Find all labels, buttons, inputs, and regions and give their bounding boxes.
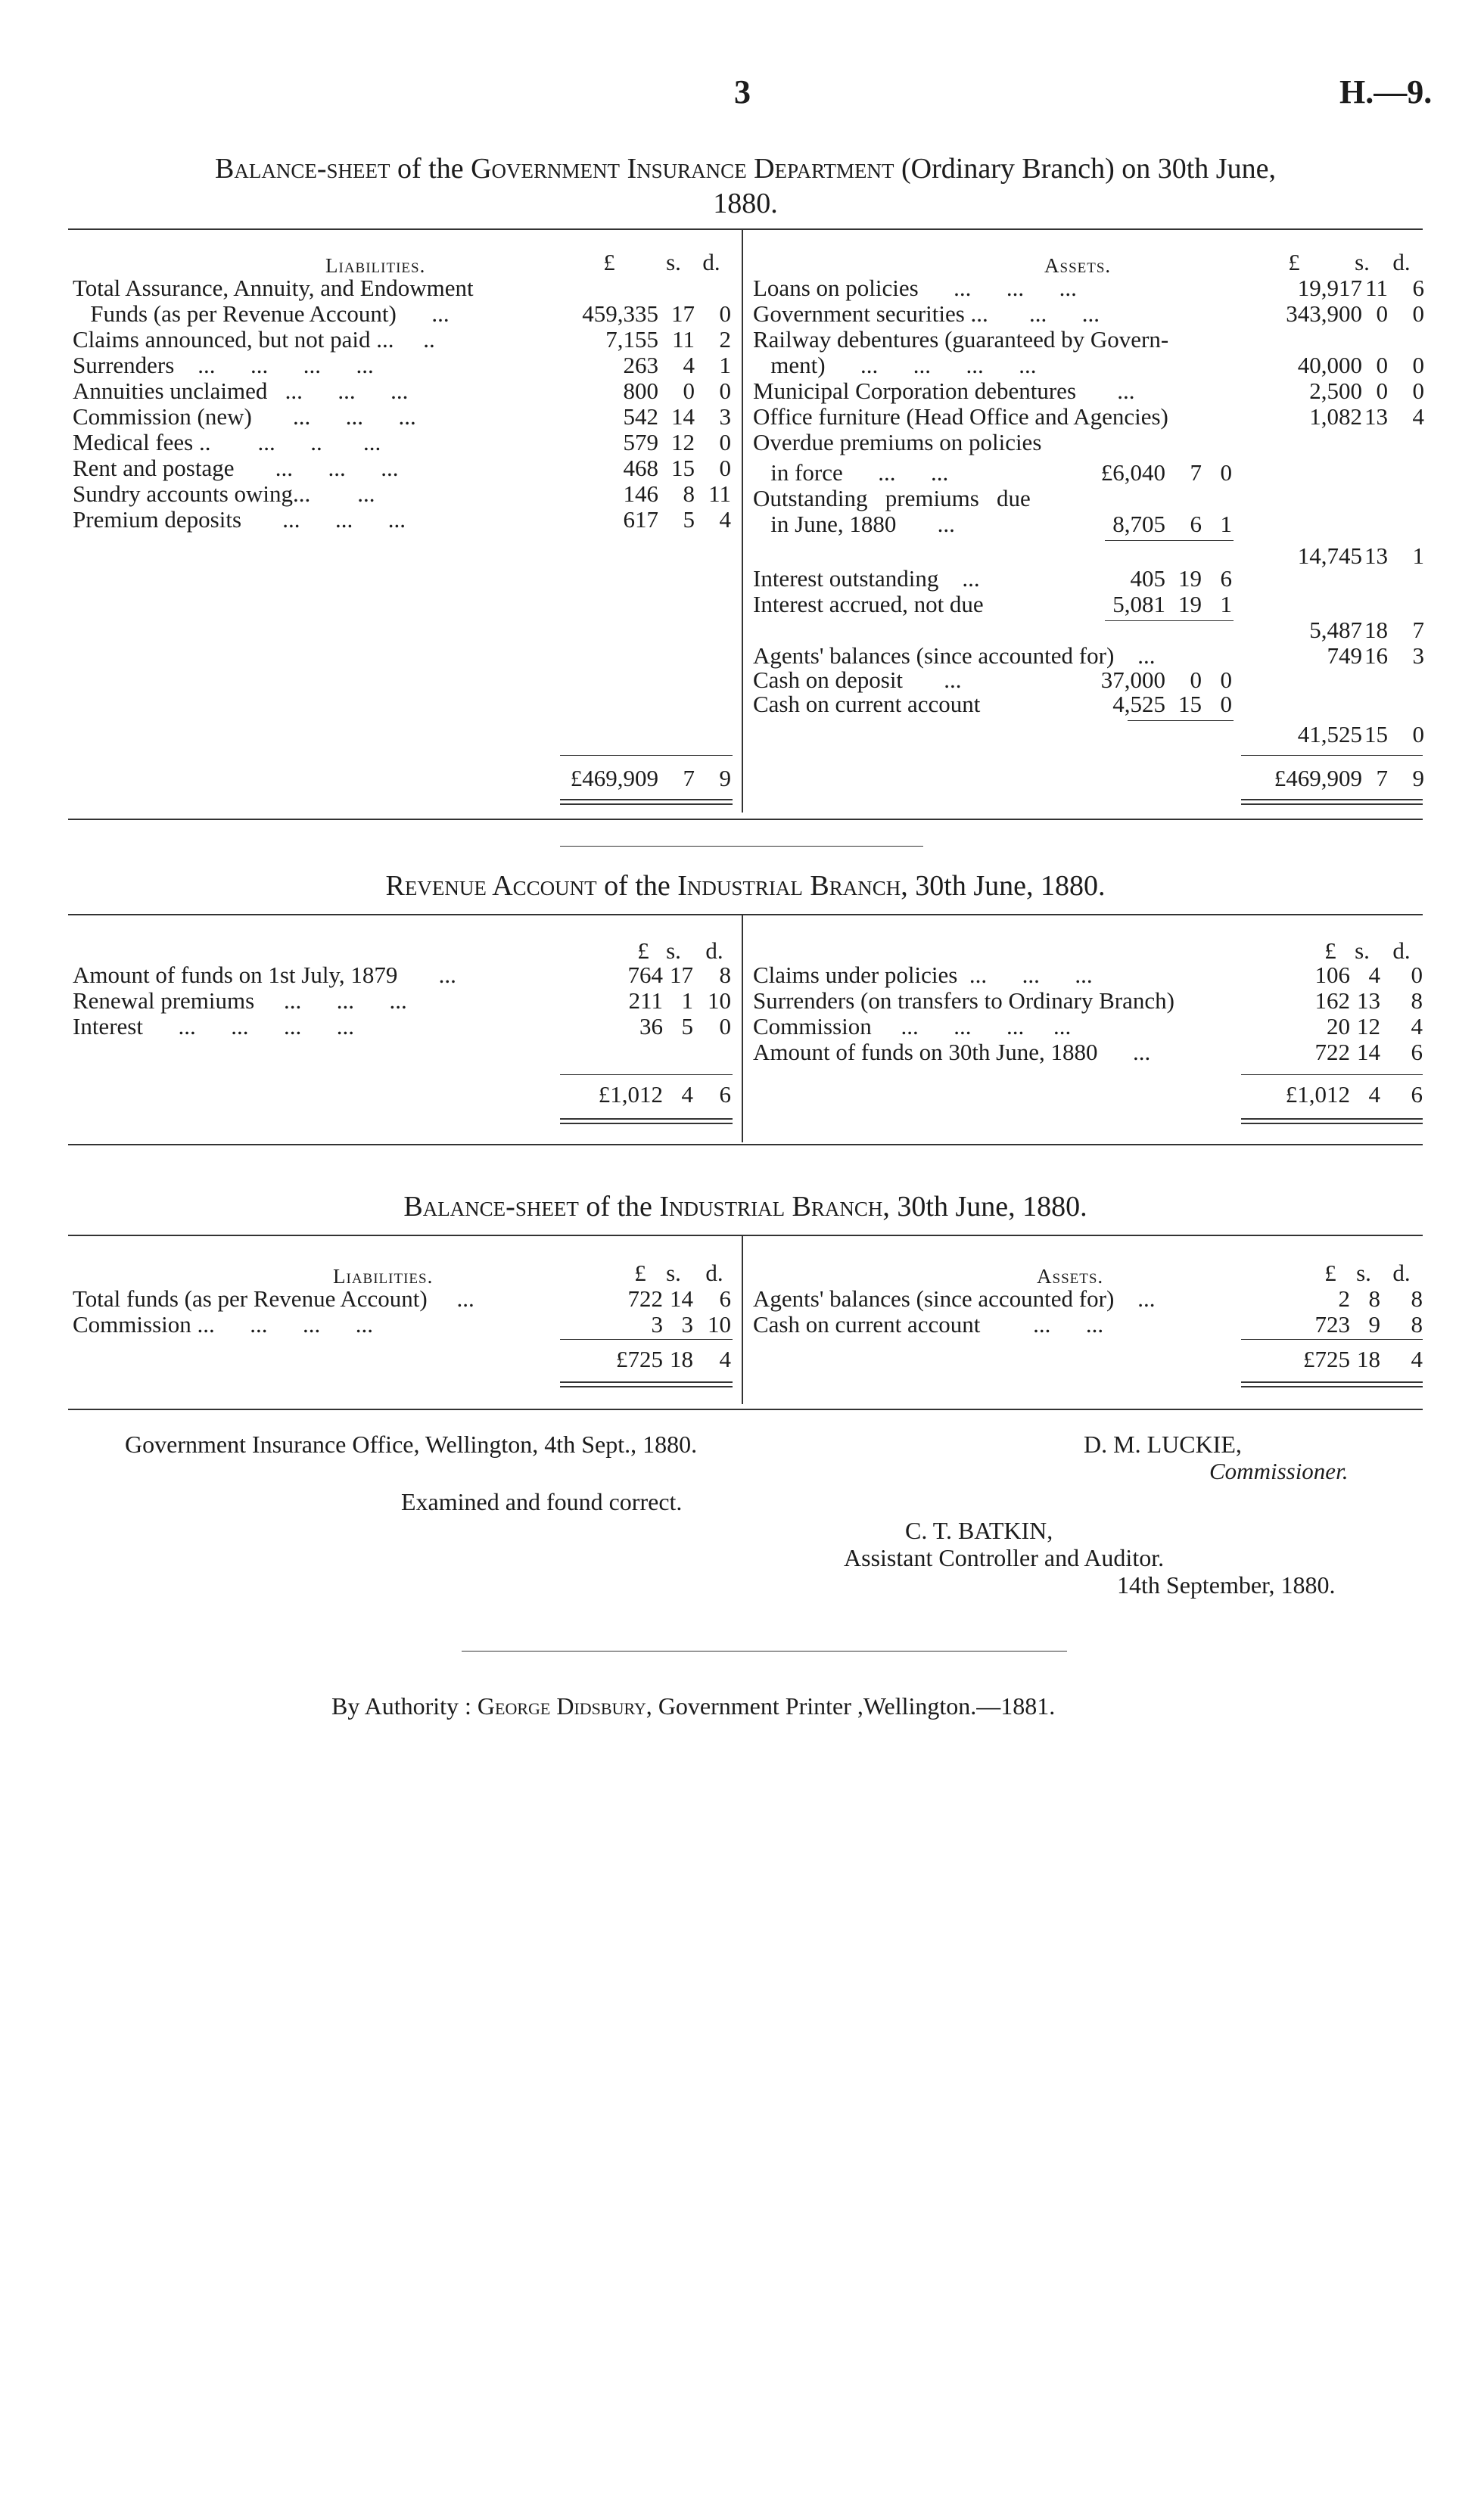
- section-top-rule: [68, 1235, 1423, 1236]
- shillings-header: s.: [666, 937, 681, 964]
- liability-row-pounds: 3: [651, 1311, 663, 1338]
- pounds-header: £: [1324, 1260, 1336, 1286]
- asset-row-pence: 0: [1412, 378, 1424, 404]
- rev-right-total-pounds: £1,012: [1285, 1081, 1350, 1108]
- liability-row-pounds: 579: [623, 429, 658, 455]
- inner-subtotal-rule: [1128, 720, 1234, 721]
- asset-label: Cash on deposit ...: [753, 667, 962, 693]
- title-part: 30th June, 1880.: [897, 1191, 1087, 1223]
- expenditure-row-pounds: 162: [1314, 987, 1350, 1014]
- liability-row-pence: 0: [719, 300, 731, 327]
- ind-assets-total-shillings: 18: [1357, 1346, 1380, 1372]
- auditor-title: Assistant Controller and Auditor.: [844, 1544, 1165, 1571]
- shillings-header: s.: [666, 249, 681, 275]
- pounds-header: £: [603, 249, 615, 275]
- inner-pounds: 4,525: [1112, 691, 1165, 717]
- revenue-row-label: Renewal premiums ... ... ...: [73, 987, 407, 1014]
- revenue-row-pence: 8: [719, 962, 731, 988]
- liability-row-pence: 0: [719, 429, 731, 455]
- assets-total-shillings: 7: [1376, 765, 1388, 791]
- expenditure-row-shillings: 13: [1357, 987, 1380, 1014]
- assets-heading: Assets.: [1044, 254, 1112, 277]
- asset-label: Cash on current account: [753, 691, 981, 717]
- asset-row-pounds: 2,500: [1309, 378, 1362, 404]
- revenue-row-shillings: 17: [670, 962, 693, 988]
- rev-right-total-rule: [1241, 1074, 1423, 1075]
- liability-row-label: Sundry accounts owing... ...: [73, 480, 375, 507]
- asset-row-label: Office furniture (Head Office and Agencies): [753, 403, 1168, 430]
- rev-right-total-shillings: 4: [1368, 1081, 1380, 1108]
- liability-row-pounds: 146: [623, 480, 658, 507]
- liab-total-double-rule: [560, 799, 733, 805]
- liab-total-pence: 9: [719, 765, 731, 791]
- ind-assets-double-rule: [1241, 1381, 1423, 1387]
- inner-shillings: 0: [1190, 667, 1202, 693]
- ind-liab-total-rule: [560, 1339, 733, 1340]
- liability-row-pounds: 459,335: [582, 300, 658, 327]
- expenditure-row-shillings: 4: [1368, 962, 1380, 988]
- revenue-row-pounds: 36: [639, 1013, 663, 1039]
- inner-pounds: 37,000: [1100, 667, 1165, 693]
- revenue-row-pounds: 764: [627, 962, 663, 988]
- asset-row-label: Overdue premiums on policies: [753, 429, 1042, 455]
- liability-row-pounds: 722: [627, 1285, 663, 1312]
- rev-left-total-shillings: 4: [681, 1081, 693, 1108]
- liability-row-pence: 6: [719, 1285, 731, 1312]
- pounds-header: £: [634, 1260, 646, 1286]
- inner-pence: 0: [1220, 667, 1232, 693]
- ind-assets-total-rule: [1241, 1339, 1423, 1340]
- liability-row-pounds: 617: [623, 506, 658, 533]
- liability-row-label: Annuities unclaimed ... ... ...: [73, 378, 409, 404]
- rev-left-total-pence: 6: [719, 1081, 731, 1108]
- inner-shillings: 19: [1178, 565, 1202, 592]
- balance-industrial-title: [68, 1189, 1423, 1224]
- shillings-header: s.: [1355, 937, 1370, 964]
- asset-row-shillings: 0: [1376, 378, 1388, 404]
- inner-pence: 6: [1220, 565, 1232, 592]
- asset-label: Agents' balances (since accounted for) ...: [753, 642, 1156, 669]
- title-part: Balance-sheet: [403, 1191, 579, 1223]
- liability-row-label: Surrenders ... ... ... ...: [73, 352, 374, 378]
- asset-row-shillings: 0: [1376, 352, 1388, 378]
- revenue-row-label: Interest ... ... ... ...: [73, 1013, 354, 1039]
- title-part: Industrial Branch,: [677, 870, 908, 902]
- asset-shillings: 16: [1364, 642, 1388, 669]
- title-part: of the: [586, 1191, 652, 1223]
- ind-assets-total-pounds: £725: [1303, 1346, 1350, 1372]
- expenditure-row-label: Claims under policies ... ... ...: [753, 962, 1093, 988]
- pounds-header: £: [1324, 937, 1336, 964]
- expenditure-row-label: Amount of funds on 30th June, 1880 ...: [753, 1039, 1151, 1065]
- office-date: Government Insurance Office, Wellington, 4th Sept., 1880.: [125, 1431, 698, 1458]
- interest-subtotal-shillings: 18: [1364, 617, 1388, 643]
- pence-header: d.: [705, 1260, 723, 1286]
- asset-row-shillings: 11: [1365, 275, 1388, 301]
- liability-row-label: Commission ... ... ... ...: [73, 1311, 374, 1338]
- title-part: (Ordinary Branch) on 30th June,: [901, 153, 1276, 185]
- ind-liab-total-pounds: £725: [616, 1346, 663, 1372]
- section-bottom-rule: [68, 819, 1423, 820]
- expenditure-row-label: Commission ... ... ... ...: [753, 1013, 1072, 1039]
- revenue-row-pence: 10: [708, 987, 731, 1014]
- rev-left-total-rule: [560, 1074, 733, 1075]
- revenue-row-pounds: 211: [628, 987, 663, 1014]
- assets-total-rule: [1241, 755, 1423, 756]
- pounds-header: £: [1288, 249, 1300, 275]
- liability-row-shillings: 17: [671, 300, 695, 327]
- inner-pounds: £6,040: [1100, 459, 1165, 486]
- asset-row-pence: 8: [1411, 1311, 1423, 1338]
- premiums-subtotal-shillings: 13: [1364, 542, 1388, 569]
- rev-right-total-pence: 6: [1411, 1081, 1423, 1108]
- liability-row-pounds: 800: [623, 378, 658, 404]
- liabilities-heading: Liabilities.: [325, 254, 426, 277]
- auditor-date: 14th September, 1880.: [1117, 1571, 1336, 1599]
- expenditure-row-pence: 8: [1411, 987, 1423, 1014]
- liability-row-shillings: 3: [681, 1311, 693, 1338]
- asset-label: Interest outstanding ...: [753, 565, 980, 592]
- printer-name: George Didsbury,: [477, 1692, 652, 1720]
- expenditure-row-shillings: 12: [1357, 1013, 1380, 1039]
- document-code: H.—9.: [1339, 73, 1433, 110]
- interest-subtotal-pounds: 5,487: [1309, 617, 1362, 643]
- inner-pence: 1: [1220, 511, 1232, 537]
- liability-row-pence: 11: [708, 480, 731, 507]
- pence-header: d.: [702, 249, 720, 275]
- liab-total-pounds: £469,909: [570, 765, 658, 791]
- asset-pounds: 749: [1327, 642, 1362, 669]
- inner-pence: 1: [1220, 591, 1232, 617]
- inner-subtotal-rule: [1105, 540, 1234, 541]
- asset-row-pounds: 343,900: [1286, 300, 1362, 327]
- asset-row-pounds: 19,917: [1297, 275, 1362, 301]
- shillings-header: s.: [666, 1260, 681, 1286]
- asset-row-label: Agents' balances (since accounted for) ...: [753, 1285, 1156, 1312]
- liability-row-shillings: 15: [671, 455, 695, 481]
- rev-right-double-rule: [1241, 1118, 1423, 1124]
- title-part: 30th June, 1880.: [915, 870, 1106, 902]
- inner-pounds: 8,705: [1112, 511, 1165, 537]
- section-separator: [560, 846, 923, 847]
- premiums-subtotal-pence: 1: [1412, 542, 1424, 569]
- ind-liab-double-rule: [560, 1381, 733, 1387]
- inner-shillings: 6: [1190, 511, 1202, 537]
- column-divider: [742, 230, 743, 813]
- liability-row-shillings: 14: [671, 403, 695, 430]
- printer-rest: Government Printer ,Wellington.—1881.: [658, 1692, 1056, 1720]
- title-part: Revenue Account: [385, 870, 597, 902]
- expenditure-row-pounds: 20: [1327, 1013, 1350, 1039]
- pence-header: d.: [705, 937, 723, 964]
- shillings-header: s.: [1355, 249, 1370, 275]
- premiums-subtotal-pounds: 14,745: [1297, 542, 1362, 569]
- liability-row-shillings: 8: [683, 480, 695, 507]
- assets-total-double-rule: [1241, 799, 1423, 805]
- liability-row-label: Claims announced, but not paid ... ..: [73, 326, 435, 353]
- balance-ordinary-title: [68, 151, 1423, 221]
- liability-row-pounds: 7,155: [605, 326, 658, 353]
- inner-pounds: 405: [1130, 565, 1165, 592]
- liability-row-pence: 10: [708, 1311, 731, 1338]
- column-divider: [742, 1236, 743, 1404]
- liabilities-heading: Liabilities.: [333, 1265, 434, 1288]
- asset-row-shillings: 8: [1368, 1285, 1380, 1312]
- liability-row-label: Premium deposits ... ... ...: [73, 506, 406, 533]
- asset-row-pence: 0: [1412, 352, 1424, 378]
- commissioner-name: D. M. LUCKIE,: [1084, 1431, 1242, 1458]
- revenue-row-pence: 0: [719, 1013, 731, 1039]
- liability-row-label: Total funds (as per Revenue Account) ...: [73, 1285, 474, 1312]
- revenue-row-shillings: 5: [681, 1013, 693, 1039]
- asset-row-shillings: 9: [1368, 1311, 1380, 1338]
- ind-liab-total-shillings: 18: [670, 1346, 693, 1372]
- asset-row-label: Cash on current account ... ...: [753, 1311, 1104, 1338]
- imprint-rule: [462, 1651, 1067, 1652]
- liability-row-shillings: 5: [683, 506, 695, 533]
- pounds-header: £: [637, 937, 649, 964]
- title-year: 1880.: [713, 188, 778, 219]
- section-bottom-rule: [68, 1144, 1423, 1145]
- revenue-row-label: Amount of funds on 1st July, 1879 ...: [73, 962, 456, 988]
- inner-pounds: 5,081: [1112, 591, 1165, 617]
- expenditure-row-pence: 0: [1411, 962, 1423, 988]
- asset-row-pence: 4: [1412, 403, 1424, 430]
- assets-total-pounds: £469,909: [1274, 765, 1362, 791]
- printer-imprint: [331, 1667, 1055, 1719]
- asset-row-shillings: 13: [1364, 403, 1388, 430]
- liability-row-label: Medical fees .. ... .. ...: [73, 429, 381, 455]
- asset-row-pounds: 1,082: [1309, 403, 1362, 430]
- title-part: of the: [397, 153, 464, 185]
- expenditure-row-pounds: 722: [1314, 1039, 1350, 1065]
- asset-label: Outstanding premiums due: [753, 485, 1031, 511]
- asset-row-label: ment) ... ... ... ...: [753, 352, 1037, 378]
- expenditure-row-pounds: 106: [1314, 962, 1350, 988]
- cash-subtotal-pence: 0: [1412, 721, 1424, 747]
- liability-row-label: Commission (new) ... ... ...: [73, 403, 416, 430]
- asset-pence: 3: [1412, 642, 1424, 669]
- liability-row-pounds: 263: [623, 352, 658, 378]
- expenditure-row-label: Surrenders (on transfers to Ordinary Branch): [753, 987, 1174, 1014]
- liability-row-pence: 4: [719, 506, 731, 533]
- title-part: of the: [604, 870, 670, 902]
- liability-row-shillings: 12: [671, 429, 695, 455]
- asset-row-label: Government securities ... ... ...: [753, 300, 1100, 327]
- asset-row-label: Railway debentures (guaranteed by Govern-: [753, 326, 1169, 353]
- asset-row-label: Municipal Corporation debentures ...: [753, 378, 1135, 404]
- revenue-industrial-title: [68, 868, 1423, 903]
- expenditure-row-shillings: 14: [1357, 1039, 1380, 1065]
- cash-subtotal-pounds: 41,525: [1297, 721, 1362, 747]
- cash-subtotal-shillings: 15: [1364, 721, 1388, 747]
- rev-left-double-rule: [560, 1118, 733, 1124]
- asset-row-pounds: 723: [1314, 1311, 1350, 1338]
- section-bottom-rule: [68, 1409, 1423, 1410]
- liab-total-rule: [560, 755, 733, 756]
- asset-row-pence: 0: [1412, 300, 1424, 327]
- liability-row-pence: 3: [719, 403, 731, 430]
- liability-row-label: Rent and postage ... ... ...: [73, 455, 399, 481]
- liability-row-shillings: 14: [670, 1285, 693, 1312]
- liability-row-pounds: 468: [623, 455, 658, 481]
- title-part: Government Insurance Department: [471, 153, 894, 185]
- ind-liab-total-pence: 4: [719, 1346, 731, 1372]
- asset-row-label: Loans on policies ... ... ...: [753, 275, 1077, 301]
- liability-row-pence: 2: [719, 326, 731, 353]
- asset-row-pounds: 2: [1338, 1285, 1350, 1312]
- section-top-rule: [68, 228, 1423, 230]
- asset-label: in force ... ...: [753, 459, 949, 486]
- section-top-rule: [68, 914, 1423, 915]
- asset-label: Interest accrued, not due: [753, 591, 984, 617]
- liability-row-shillings: 11: [672, 326, 695, 353]
- asset-label: in June, 1880 ...: [753, 511, 955, 537]
- ind-assets-total-pence: 4: [1411, 1346, 1423, 1372]
- pence-header: d.: [1392, 249, 1411, 275]
- pence-header: d.: [1392, 937, 1411, 964]
- pence-header: d.: [1392, 1260, 1411, 1286]
- inner-pence: 0: [1220, 691, 1232, 717]
- asset-row-shillings: 0: [1376, 300, 1388, 327]
- liability-row-label: Funds (as per Revenue Account) ...: [73, 300, 450, 327]
- liability-row-shillings: 4: [683, 352, 695, 378]
- liability-row-pence: 0: [719, 378, 731, 404]
- asset-row-pounds: 40,000: [1297, 352, 1362, 378]
- title-part: Industrial Branch,: [659, 1191, 890, 1223]
- expenditure-row-pence: 4: [1411, 1013, 1423, 1039]
- title-part: Balance-sheet: [215, 153, 390, 185]
- inner-pence: 0: [1220, 459, 1232, 486]
- examined-note: Examined and found correct.: [401, 1488, 683, 1515]
- liability-row-pence: 1: [719, 352, 731, 378]
- liability-row-pence: 0: [719, 455, 731, 481]
- auditor-name: C. T. BATKIN,: [905, 1517, 1053, 1544]
- asset-row-pence: 6: [1412, 275, 1424, 301]
- page-number: 3: [734, 73, 751, 110]
- liability-row-shillings: 0: [683, 378, 695, 404]
- interest-subtotal-pence: 7: [1412, 617, 1424, 643]
- inner-shillings: 7: [1190, 459, 1202, 486]
- liab-total-shillings: 7: [683, 765, 695, 791]
- commissioner-title: Commissioner.: [1209, 1458, 1349, 1484]
- shillings-header: s.: [1356, 1260, 1371, 1286]
- expenditure-row-pence: 6: [1411, 1039, 1423, 1065]
- inner-shillings: 15: [1178, 691, 1202, 717]
- liability-row-pounds: 542: [623, 403, 658, 430]
- rev-left-total-pounds: £1,012: [598, 1081, 663, 1108]
- authority-prefix: By Authority :: [331, 1692, 471, 1720]
- column-divider: [742, 915, 743, 1142]
- asset-row-pence: 8: [1411, 1285, 1423, 1312]
- inner-shillings: 19: [1178, 591, 1202, 617]
- inner-subtotal-rule: [1105, 620, 1234, 621]
- revenue-row-shillings: 1: [681, 987, 693, 1014]
- assets-total-pence: 9: [1412, 765, 1424, 791]
- assets-heading: Assets.: [1037, 1265, 1104, 1288]
- liability-row-label: Total Assurance, Annuity, and Endowment: [73, 275, 474, 301]
